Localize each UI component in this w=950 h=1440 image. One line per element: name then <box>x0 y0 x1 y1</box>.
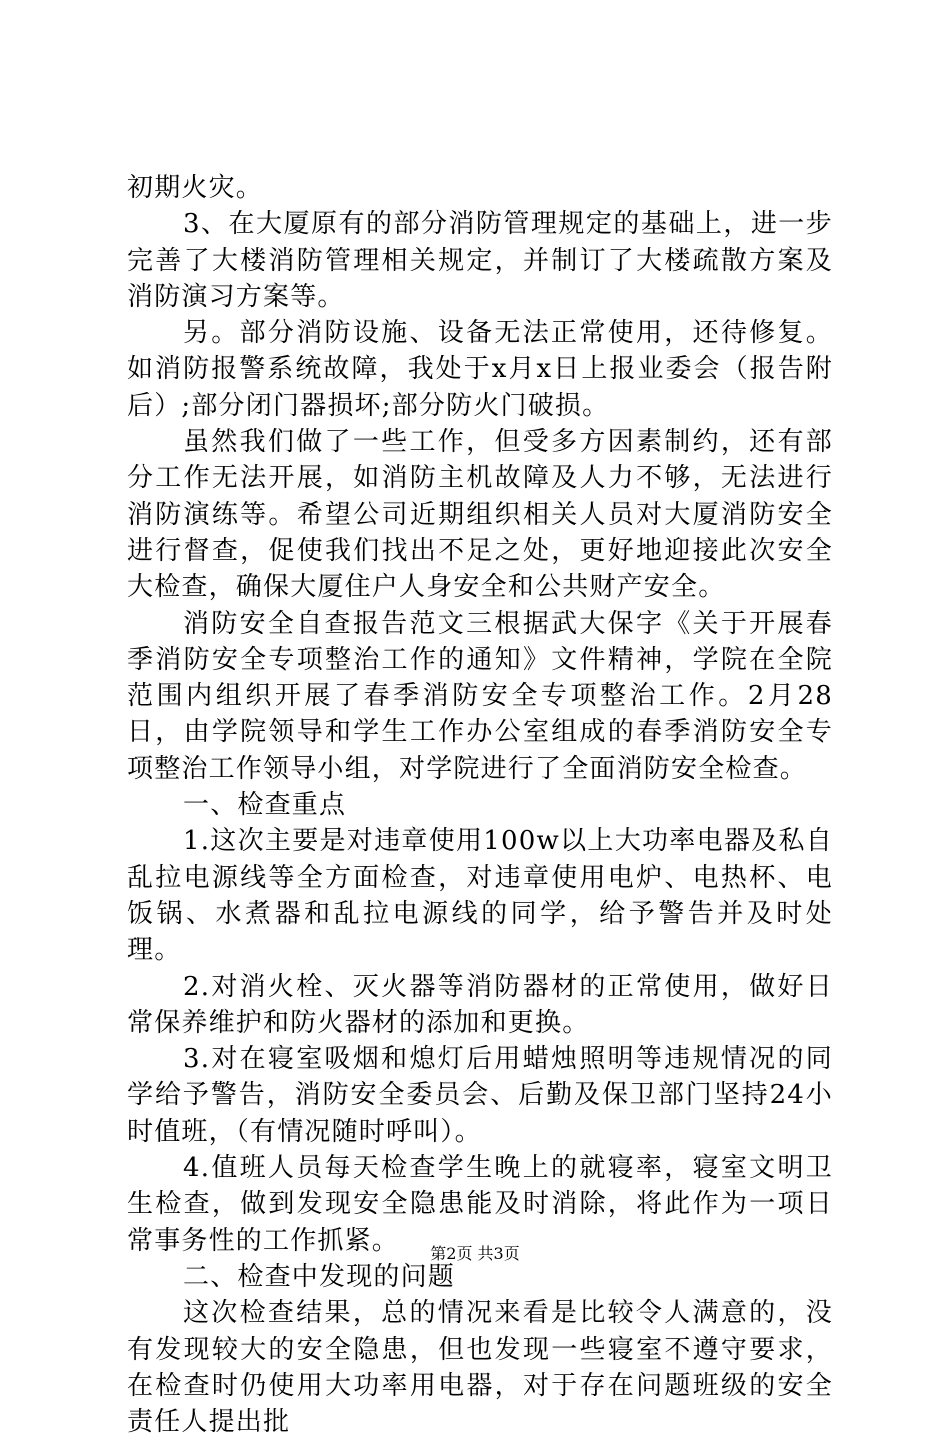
paragraph-focus-3: 3.对在寝室吸烟和熄灯后用蜡烛照明等违规情况的同学给予警告，消防安全委员会、后勤及保卫部门坚持24小时值班，（有情况随时呼叫）。 <box>127 1044 833 1147</box>
paragraph-other: 另。部分消防设施、设备无法正常使用，还待修复。如消防报警系统故障，我处于x月x日上报业委会（报告附后）;部分闭门器损坏;部分防火门破损。 <box>127 318 833 421</box>
paragraph-focus-4: 4.值班人员每天检查学生晚上的就寝率，寝室文明卫生检查，做到发现安全隐患能及时消除，将此作为一项日常事务性的工作抓紧。 <box>127 1153 833 1256</box>
paragraph-sample-three: 消防安全自查报告范文三根据武大保字《关于开展春季消防安全专项整治工作的通知》文件精神，学院在全院范围内组织开展了春季消防安全专项整治工作。2月28日，由学院领导和学生工作办公室组成的春季消防安全专项整治工作领导小组，对学院进行了全面消防安全检查。 <box>127 608 833 784</box>
paragraph-focus-2: 2.对消火栓、灭火器等消防器材的正常使用，做好日常保养维护和防火器材的添加和更换。 <box>127 971 833 1038</box>
section-heading-inspection-focus: 一、检查重点 <box>183 790 347 821</box>
paragraph-summary: 虽然我们做了一些工作，但受多方因素制约，还有部分工作无法开展，如消防主机故障及人力不够，无法进行消防演练等。希望公司近期组织相关人员对大厦消防安全进行督查，促使我们找出不足之处，更好地迎接此次安全大检查，确保大厦住户人身安全和公共财产安全。 <box>127 427 833 603</box>
paragraph-focus-1: 1.这次主要是对违章使用100w以上大功率电器及私自乱拉电源线等全方面检查，对违章使用电炉、电热杯、电饭锅、水煮器和乱拉电源线的同学，给予警告并及时处理。 <box>127 826 833 966</box>
page-number-footer: 第2页 共3页 <box>430 1244 520 1263</box>
paragraph-results: 这次检查结果，总的情况来看是比较令人满意的，没有发现较大的安全隐患，但也发现一些寝室不遵守要求，在检查时仍使用大功率用电器，对于存在问题班级的安全责任人提出批 <box>127 1298 833 1438</box>
section-heading-problems-found: 二、检查中发现的问题 <box>183 1261 456 1292</box>
paragraph-continuation: 初期火灾。 <box>127 173 264 203</box>
paragraph-item-3: 3、在大厦原有的部分消防管理规定的基础上，进一步完善了大楼消防管理相关规定，并制订了大楼疏散方案及消防演习方案等。 <box>127 209 833 312</box>
